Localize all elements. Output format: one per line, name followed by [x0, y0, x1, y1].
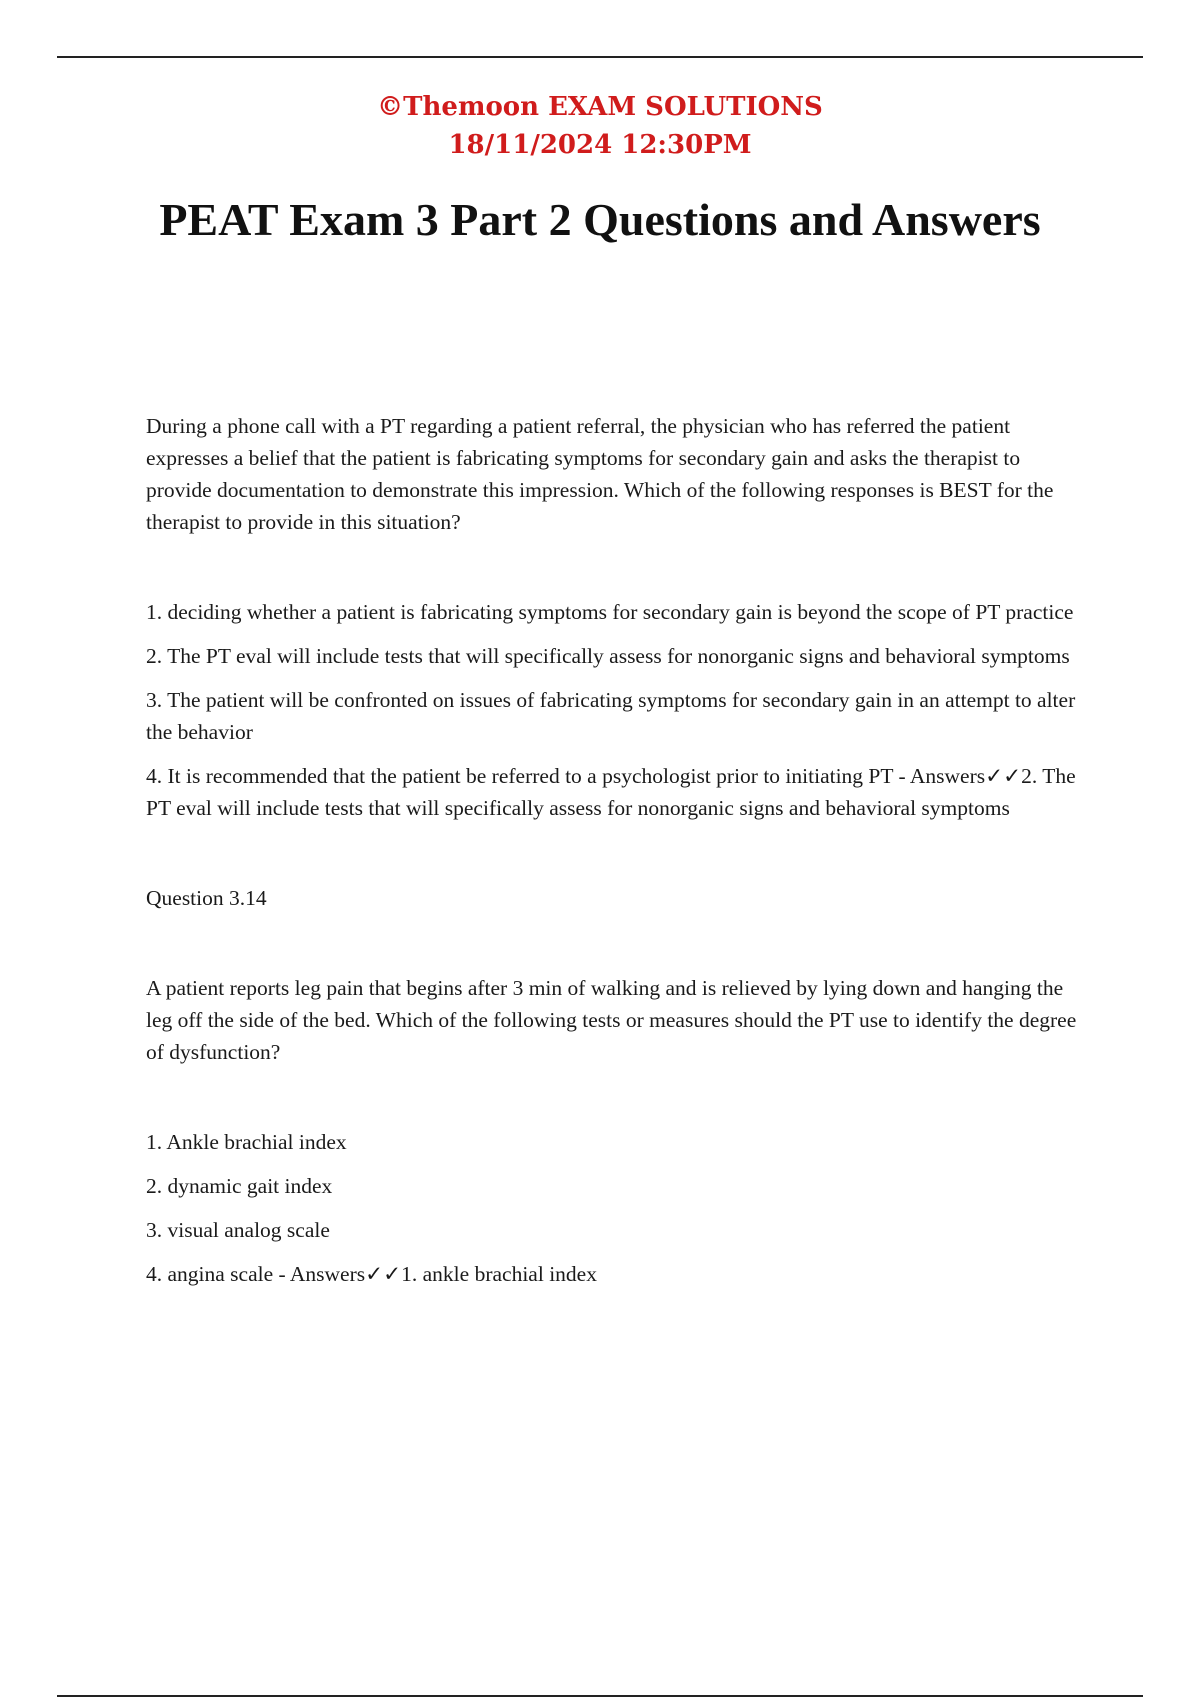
answer-option: 3. The patient will be confronted on issues of fabricating symptoms for secondary gain in an attempt to alter the behavior [146, 688, 1076, 744]
question-block-2 [146, 882, 1081, 1290]
document-body [146, 410, 1081, 1302]
top-rule [57, 56, 1143, 58]
answer-option: 2. dynamic gait index [146, 1174, 333, 1198]
answer-option: 3. visual analog scale [146, 1218, 330, 1242]
datetime-line: 18/11/2024 12:30PM [448, 130, 752, 160]
question-block-1 [146, 410, 1081, 824]
answer-option-with-answer: 4. angina scale - Answers✓✓1. ankle brachial index [146, 1262, 597, 1286]
answer-option: 1. Ankle brachial index [146, 1130, 347, 1154]
answer-option: 2. The PT eval will include tests that will specifically assess for nonorganic signs and behavioral symptoms [146, 644, 1070, 668]
copyright-line: ©Themoon EXAM SOLUTIONS [377, 92, 823, 122]
answer-option-with-answer: 4. It is recommended that the patient be referred to a psychologist prior to initiating PT - Answers✓✓2. The PT eval will include tests that will specifically assess for nonorganic signs and behavioral symptoms [146, 764, 1076, 820]
question-label: Question 3.14 [146, 886, 267, 910]
document-header [0, 88, 1200, 164]
answer-option: 1. deciding whether a patient is fabricating symptoms for secondary gain is beyond the scope of PT practice [146, 600, 1074, 624]
page-title: PEAT Exam 3 Part 2 Questions and Answers [159, 194, 1041, 245]
question-text: During a phone call with a PT regarding a patient referral, the physician who has referred the patient expresses a belief that the patient is fabricating symptoms for secondary gain and asks the therapist to provide documentation to demonstrate this impression. Which of the following responses is BEST for the therapist to provide in this situation? [146, 414, 1054, 534]
bottom-rule [57, 1695, 1143, 1697]
question-text: A patient reports leg pain that begins after 3 min of walking and is relieved by lying down and hanging the leg off the side of the bed. Which of the following tests or measures should the PT use to identify the degree of dysfunction? [146, 976, 1077, 1064]
